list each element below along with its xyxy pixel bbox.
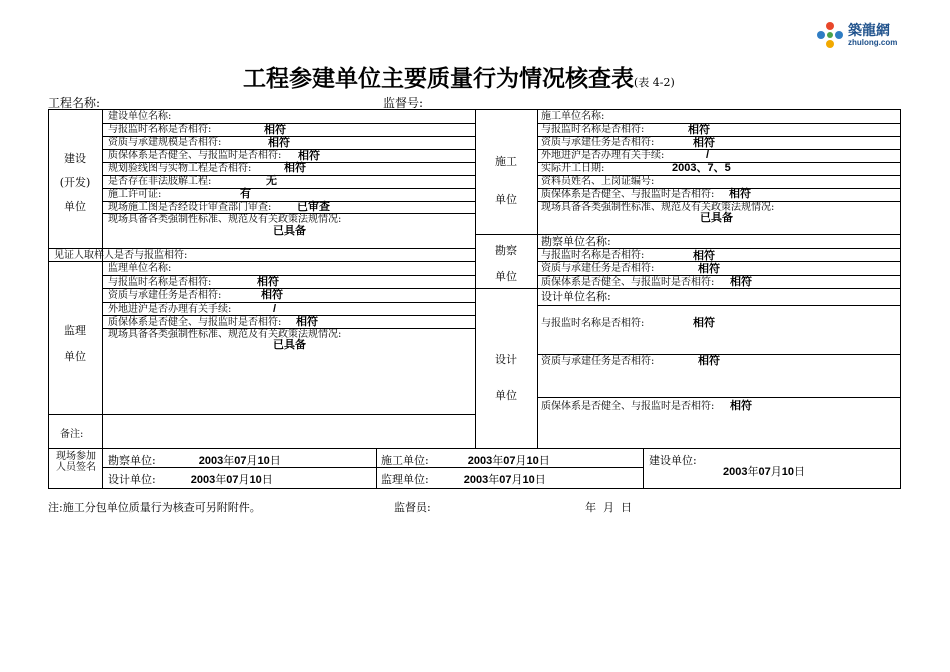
owner-side-label: 建设 (开发) 单位 [59, 152, 91, 213]
answer-value: 无 [266, 175, 277, 187]
footer-note: 注:施工分包单位质量行为核查可另附附件。 [48, 501, 261, 514]
list-item: 施工单位名称: [541, 111, 605, 122]
list-item: 资质与承建任务是否相符: [541, 137, 655, 148]
answer-value: 相符 [693, 250, 715, 262]
answer-value: 相符 [688, 124, 710, 136]
list-item: 资质与承建任务是否相符: [541, 263, 655, 274]
list-item: 外地进沪是否办理有关手续: [108, 304, 232, 315]
list-item: 现场施工图是否经设计审查部门审查: [108, 202, 272, 213]
answer-value: 已具备 [273, 339, 306, 351]
list-item: 资质与承建任务是否相符: [541, 356, 655, 367]
list-item: 资料员姓名、上岗证编号: [541, 176, 655, 187]
footer-date-label: 年 月 日 [585, 501, 632, 514]
answer-value: 相符 [284, 162, 306, 174]
list-item: 与报监时名称是否相符: [541, 250, 645, 261]
supervision-no-label: 监督号: [383, 96, 424, 110]
answer-value: 相符 [693, 137, 715, 149]
owner-unit-signature-label: 建设单位: [649, 454, 697, 467]
list-item: 质保体系是否健全、与报监时是否相符: [541, 277, 715, 288]
answer-value: 2003、7、5 [672, 162, 731, 174]
answer-value: 相符 [298, 150, 320, 162]
remarks-label: 备注: [60, 429, 84, 440]
answer-value: / [706, 149, 710, 161]
list-item: 施工许可证: [108, 189, 162, 200]
list-item: 与报监时名称是否相符: [108, 277, 212, 288]
answer-value: 相符 [693, 317, 715, 329]
list-item: 设计单位名称: [541, 290, 611, 303]
answer-value: 已具备 [273, 225, 306, 237]
list-item: 监理单位名称: [108, 263, 172, 274]
list-item: 质保体系是否健全、与报监时是否相符: [108, 150, 282, 161]
answer-value: 相符 [257, 276, 279, 288]
answer-value: 相符 [729, 188, 751, 200]
answer-value: 有 [240, 188, 251, 200]
answer-value: 相符 [261, 289, 283, 301]
list-item: 勘察单位名称: [541, 235, 611, 248]
answer-value: 相符 [730, 276, 752, 288]
supervision-unit-signature: 监理单位: 2003年07月10日 [381, 473, 546, 486]
list-item: 与报监时名称是否相符: [541, 318, 645, 329]
design-side-label: 设计 单位 [495, 353, 517, 402]
construction-unit-signature: 施工单位: 2003年07月10日 [381, 454, 550, 467]
survey-side-label: 勘察 单位 [495, 244, 517, 283]
survey-unit-signature: 勘察单位: 2003年07月10日 [108, 454, 281, 467]
inspector-label: 监督员: [394, 501, 431, 514]
design-unit-signature: 设计单位: 2003年07月10日 [108, 473, 273, 486]
logo-brand: 築龍網 [848, 23, 890, 39]
signature-label: 现场参加 人员签名 [56, 451, 96, 473]
title-main: 工程参建单位主要质量行为情况核查表 [243, 65, 634, 92]
logo-url: zhulong.com [848, 38, 898, 47]
list-item: 外地进沪是否办理有关手续: [541, 150, 665, 161]
answer-value: 相符 [296, 316, 318, 328]
answer-value: 相符 [264, 124, 286, 136]
answer-value: / [273, 303, 277, 315]
list-item: 现场具备各类强制性标准、规范及有关政策法规情况: [541, 202, 775, 213]
list-item: 质保体系是否健全、与报监时是否相符: [108, 317, 282, 328]
contractor-side-label: 施工 单位 [495, 155, 517, 206]
logo-mark-icon [815, 20, 845, 50]
page-title [243, 60, 675, 93]
title-code: (表 4-2) [634, 76, 675, 89]
list-item: 资质与承建规模是否相符: [108, 137, 222, 148]
answer-value: 相符 [698, 355, 720, 367]
list-item: 是否存在非法肢解工程: [108, 176, 212, 187]
answer-value: 相符 [698, 263, 720, 275]
list-item: 与报监时名称是否相符: [108, 124, 212, 135]
list-item: 与报监时名称是否相符: [541, 124, 645, 135]
owner-unit-signature-date: 2003年07月10日 [723, 465, 805, 478]
list-item: 建设单位名称: [108, 111, 172, 122]
supervisor-side-label: 监理 单位 [64, 324, 86, 363]
zhulong-logo [815, 20, 905, 50]
witness-question: 见证人取样人是否与报监相符: [54, 250, 188, 261]
list-item: 规划验线图与实物工程是否相符: [108, 163, 252, 174]
answer-value: 相符 [730, 400, 752, 412]
list-item: 质保体系是否健全、与报监时是否相符: [541, 189, 715, 200]
list-item: 现场具备各类强制性标准、规范及有关政策法规情况: [108, 329, 342, 340]
answer-value: 已审查 [297, 201, 330, 213]
project-name-label: 工程名称: [48, 96, 101, 110]
answer-value: 已具备 [700, 212, 733, 224]
list-item: 质保体系是否健全、与报监时是否相符: [541, 401, 715, 412]
list-item: 现场具备各类强制性标准、规范及有关政策法规情况: [108, 214, 342, 225]
list-item: 资质与承建任务是否相符: [108, 290, 222, 301]
answer-value: 相符 [268, 137, 290, 149]
list-item: 实际开工日期: [541, 163, 605, 174]
